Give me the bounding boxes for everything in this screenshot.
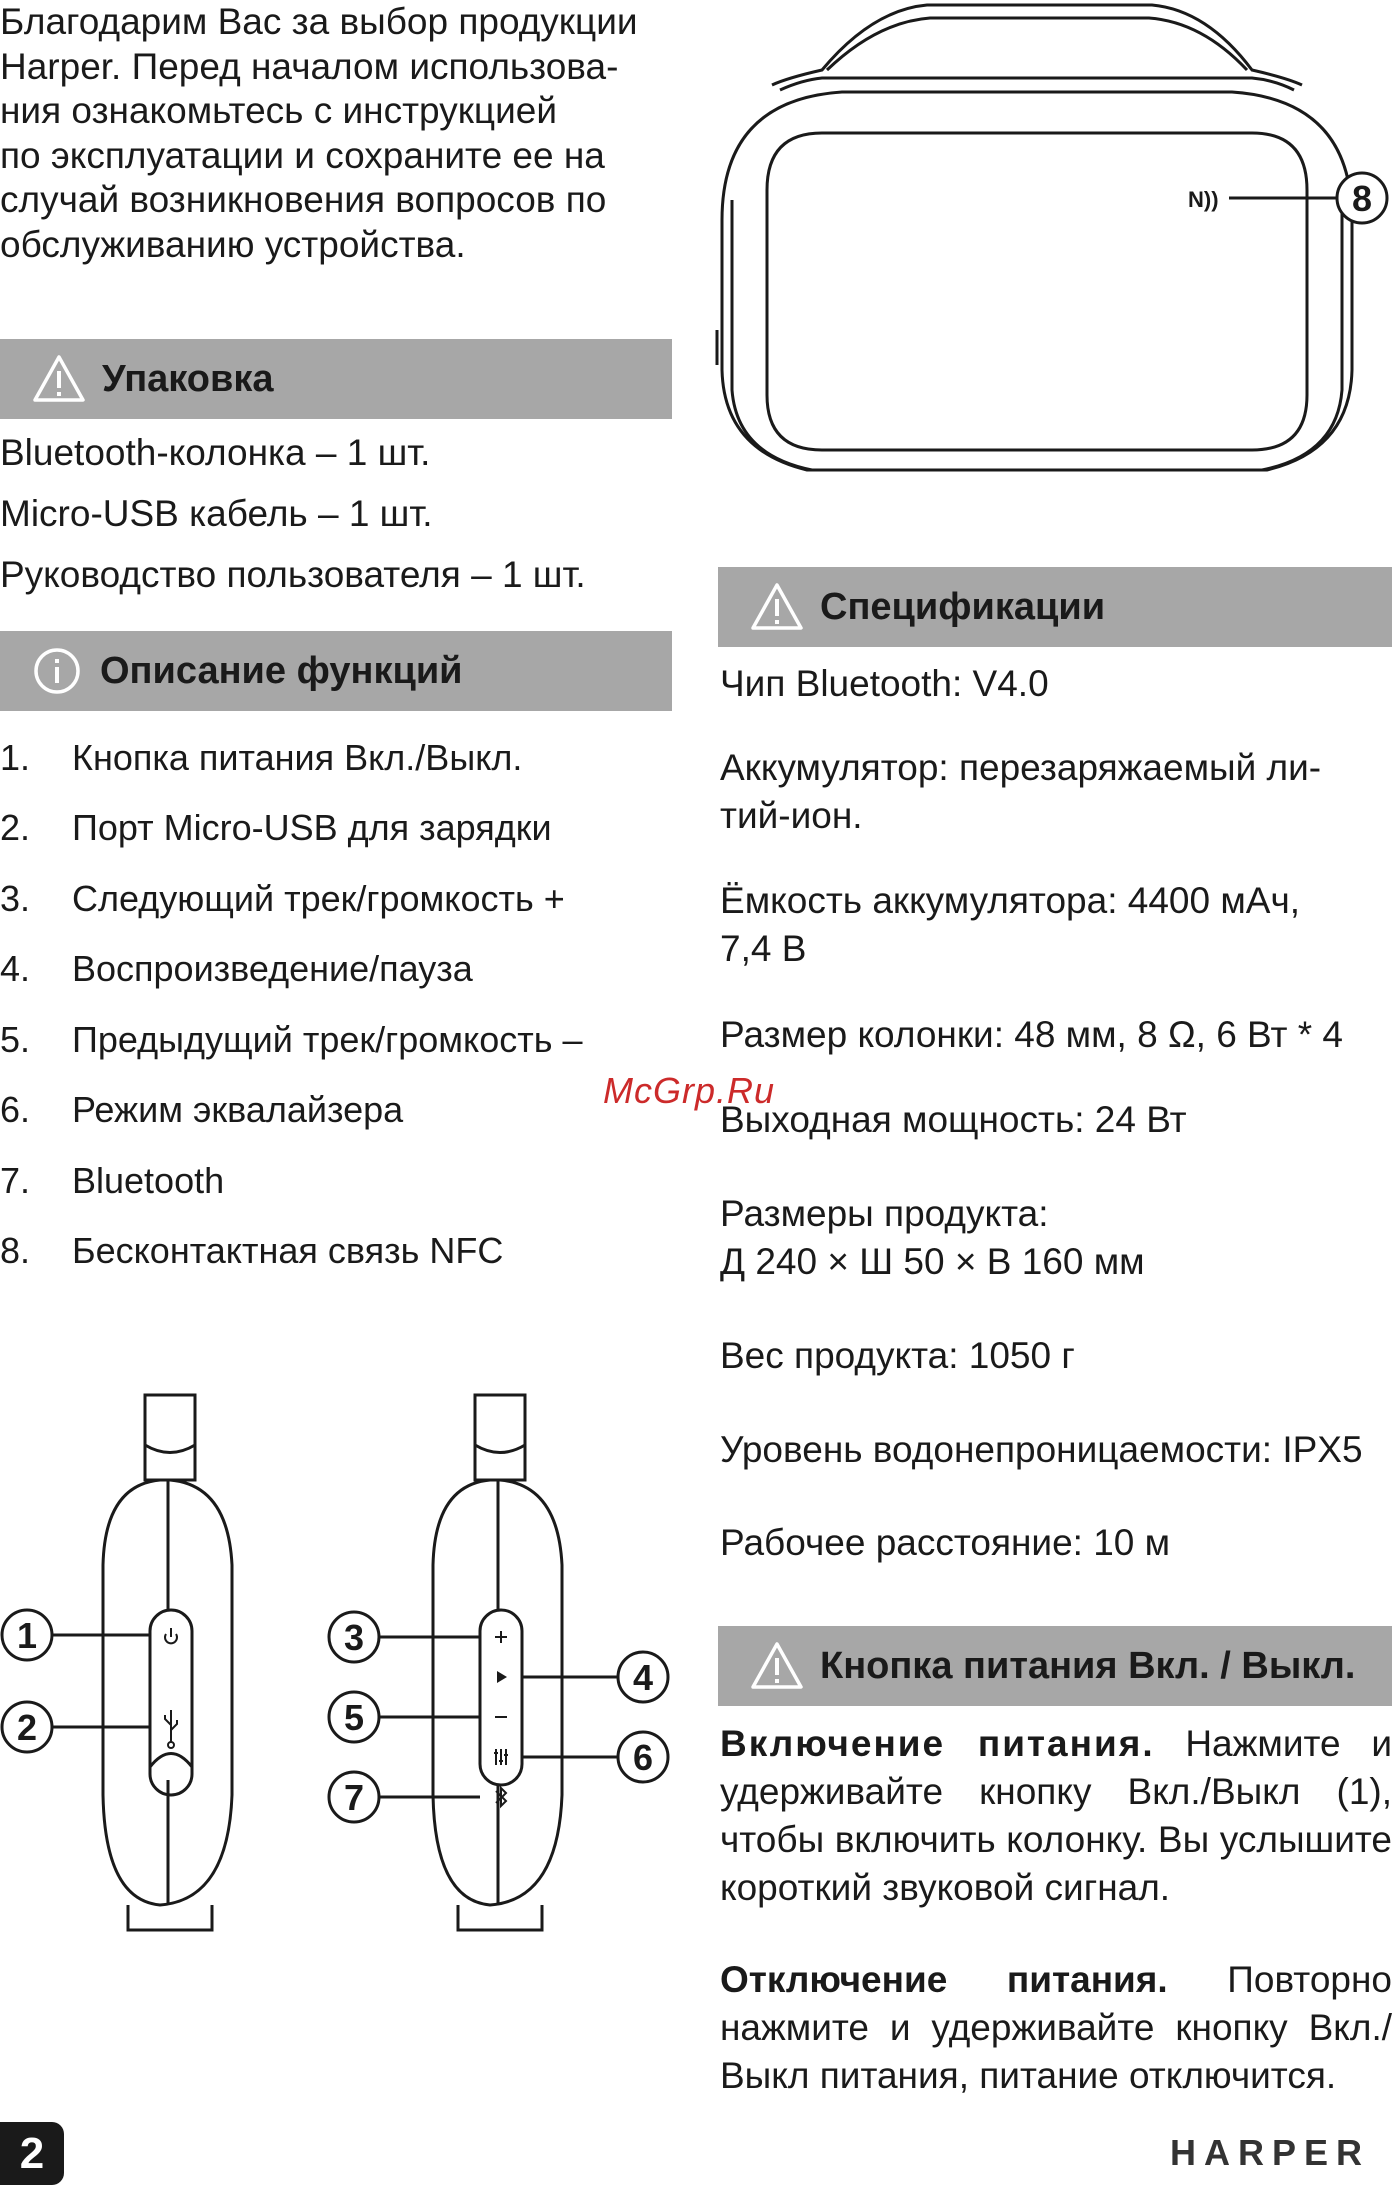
item-label: Предыдущий трек/громкость – <box>72 1019 583 1060</box>
item-label: Следующий трек/громкость + <box>72 878 565 919</box>
callout-number: 1 <box>16 1615 38 1656</box>
callout-3 <box>329 1612 379 1662</box>
callout-number: 3 <box>343 1617 365 1658</box>
item-label: Бесконтактная связь NFC <box>72 1230 504 1271</box>
callout-number: 8 <box>1351 178 1373 219</box>
packaging-item: Bluetooth-колонка – 1 шт. <box>0 432 431 473</box>
spec-line: Ёмкость аккумулятора: 4400 мАч, <box>720 880 1301 921</box>
callout-4 <box>618 1652 668 1702</box>
power-title: Кнопка питания Вкл. / Выкл. <box>820 1644 1356 1687</box>
spec-line: Д 240 × Ш 50 × В 160 мм <box>720 1241 1145 1282</box>
callout-7 <box>329 1772 379 1822</box>
packaging-header <box>0 339 672 419</box>
speaker-front-view <box>712 0 1392 500</box>
power-on-text: Нажмите и удерживайте кнопку Вкл./Выкл (1), чтобы включить колонку. Вы услышите короткий звуковой сигнал. <box>720 1723 1392 1908</box>
callout-number: 2 <box>16 1707 38 1748</box>
packaging-item: Руководство пользователя – 1 шт. <box>0 554 586 595</box>
spec-line: Уровень водонепроницаемости: IPX5 <box>720 1429 1363 1470</box>
item-label: Воспроизведение/пауза <box>72 948 473 989</box>
usb-icon <box>165 1710 177 1748</box>
spec-line: тий-ион. <box>720 795 863 836</box>
power-off-heading: Отключение питания. <box>720 1959 1168 2000</box>
specs-title: Спецификации <box>820 585 1106 628</box>
spec-line: Размеры продукта: <box>720 1193 1049 1234</box>
item-number: 5. <box>0 1019 31 1060</box>
warning-icon <box>32 352 86 406</box>
power-on-paragraph <box>720 1720 1392 1912</box>
callout-2 <box>2 1702 52 1752</box>
intro-line: Harper. Перед началом использова- <box>0 45 619 87</box>
power-on-heading: Включение питания. <box>720 1723 1155 1764</box>
item-label: Режим эквалайзера <box>72 1089 404 1130</box>
nfc-icon: N)) <box>1188 187 1219 212</box>
page-number: 2 <box>0 2122 64 2185</box>
spec-line: Размер колонки: 48 мм, 8 Ω, 6 Вт * 4 <box>720 1014 1343 1055</box>
item-label: Порт Micro-USB для зарядки <box>72 807 552 848</box>
spec-line: Рабочее расстояние: 10 м <box>720 1522 1171 1563</box>
functions-header <box>0 631 672 711</box>
intro-line: обслуживанию устройства. <box>0 223 466 265</box>
warning-icon <box>750 1639 804 1693</box>
power-icon <box>165 1628 177 1643</box>
power-header <box>718 1626 1392 1706</box>
speaker-side-view-left <box>0 1385 260 1945</box>
functions-title: Описание функций <box>100 649 463 692</box>
callout-number: 5 <box>343 1697 365 1738</box>
spec-line: 7,4 В <box>720 928 807 969</box>
callout-6 <box>618 1732 668 1782</box>
speaker-side-view-right <box>300 1385 680 1945</box>
equalizer-icon <box>494 1749 508 1765</box>
plus-icon <box>495 1631 507 1643</box>
item-number: 1. <box>0 737 31 778</box>
info-icon <box>30 644 84 698</box>
callout-5 <box>329 1692 379 1742</box>
spec-line: Выходная мощность: 24 Вт <box>720 1099 1187 1140</box>
spec-line: Чип Bluetooth: V4.0 <box>720 663 1049 704</box>
item-number: 3. <box>0 878 31 919</box>
item-number: 2. <box>0 807 31 848</box>
item-label: Кнопка питания Вкл./Выкл. <box>72 737 523 778</box>
intro-line: ния ознакомьтесь с инструкцией <box>0 90 558 131</box>
warning-icon <box>750 580 804 634</box>
packaging-title: Упаковка <box>102 357 274 400</box>
item-number: 4. <box>0 948 31 989</box>
callout-number: 4 <box>632 1657 654 1698</box>
packaging-item: Micro-USB кабель – 1 шт. <box>0 493 433 534</box>
spec-line: Аккумулятор: перезаряжаемый ли- <box>720 747 1322 788</box>
callout-number: 7 <box>343 1777 365 1818</box>
intro-line: Благодарим Вас за выбор продукции <box>0 1 638 42</box>
brand-logo: HARPER <box>1170 2132 1371 2173</box>
callout-8 <box>1337 173 1387 223</box>
item-number: 7. <box>0 1160 31 1201</box>
power-off-paragraph <box>720 1956 1392 2100</box>
power-off-text: Повторно нажмите и удерживайте кнопку Вкл./Выкл питания, питание отключится. <box>720 1959 1392 2096</box>
intro-line: по эксплуатации и сохраните ее на <box>0 134 605 176</box>
watermark: McGrp.Ru <box>603 1070 776 1111</box>
item-number: 6. <box>0 1089 31 1130</box>
intro-line: случай возникновения вопросов по <box>0 179 607 220</box>
item-number: 8. <box>0 1230 31 1271</box>
intro-paragraph <box>0 0 672 267</box>
item-label: Bluetooth <box>72 1160 225 1201</box>
callout-number: 6 <box>632 1737 654 1778</box>
play-icon <box>497 1671 507 1683</box>
callout-1 <box>2 1610 52 1660</box>
spec-line: Вес продукта: 1050 г <box>720 1335 1075 1376</box>
specs-header <box>718 567 1392 647</box>
